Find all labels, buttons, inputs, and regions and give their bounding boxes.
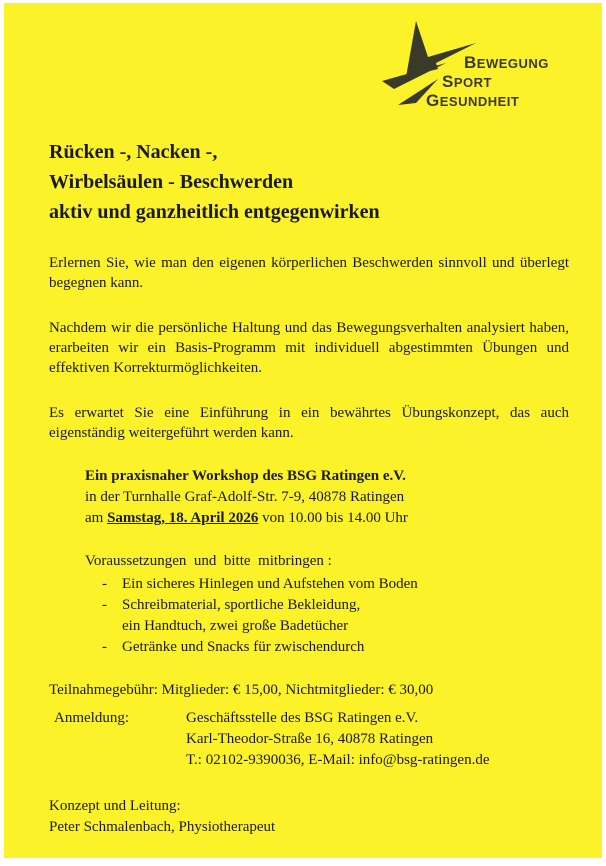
workshop-date: Samstag, 18. April 2026 bbox=[107, 510, 259, 526]
concept-section bbox=[49, 796, 275, 838]
intro-paragraph-2: Nachdem wir die persönliche Haltung und das Bewegungsverhalten analysiert haben, erarbeiten wir ein Basis-Programm mit individuell abgestimmten Übungen und effektiven Korrekturmöglichkeiten. bbox=[49, 320, 569, 376]
requirement-text: Getränke und Snacks für zwischendurch bbox=[122, 639, 365, 655]
requirements-list bbox=[85, 574, 418, 658]
bsg-logo bbox=[376, 19, 576, 119]
workshop-location: in der Turnhalle Graf-Adolf-Str. 7-9, 40878 Ratingen bbox=[85, 489, 405, 505]
registration-label: Anmeldung: bbox=[54, 710, 129, 726]
registration-line-3: T.: 02102-9390036, E-Mail: info@bsg-ratingen.de bbox=[186, 752, 490, 768]
workshop-info bbox=[85, 466, 408, 529]
bullet-dash: - bbox=[102, 639, 107, 655]
logo-text-gesundheit: GESUNDHEIT bbox=[426, 91, 520, 110]
concept-name: Peter Schmalenbach, Physiotherapeut bbox=[49, 819, 276, 835]
title-line-3: aktiv und ganzheitlich entgegenwirken bbox=[49, 201, 380, 223]
page-title bbox=[49, 137, 380, 227]
registration-address bbox=[186, 708, 489, 771]
fee-line: Teilnahmegebühr: Mitglieder: € 15,00, Nichtmitglieder: € 30,00 bbox=[49, 682, 434, 698]
workshop-date-line bbox=[85, 508, 408, 529]
workshop-heading: Ein praxisnaher Workshop des BSG Ratingen e.V. bbox=[85, 468, 406, 484]
logo-text-sport: SPORT bbox=[442, 72, 492, 91]
requirement-text-continued: ein Handtuch, zwei große Badetücher bbox=[122, 618, 349, 634]
list-item bbox=[85, 595, 418, 637]
requirement-text: Schreibmaterial, sportliche Bekleidung, bbox=[122, 597, 361, 613]
intro-paragraph-1: Erlernen Sie, wie man den eigenen körperlichen Beschwerden sinnvoll und überlegt begegnen kann. bbox=[49, 255, 569, 291]
registration-line-1: Geschäftsstelle des BSG Ratingen e.V. bbox=[186, 710, 419, 726]
title-line-2: Wirbelsäulen - Beschwerden bbox=[49, 171, 294, 193]
list-item bbox=[85, 574, 418, 595]
bullet-dash: - bbox=[102, 576, 107, 592]
workshop-date-prefix: am bbox=[85, 510, 104, 526]
requirements-heading: Voraussetzungen und bitte mitbringen : bbox=[85, 553, 332, 569]
requirements bbox=[85, 551, 418, 658]
bullet-dash: - bbox=[102, 597, 107, 613]
logo-text-bewegung: BEWEGUNG bbox=[464, 53, 549, 72]
title-line-1: Rücken -, Nacken -, bbox=[49, 141, 218, 163]
list-item bbox=[85, 637, 418, 658]
requirement-text: Ein sicheres Hinlegen und Aufstehen vom Boden bbox=[122, 576, 418, 592]
workshop-time: von 10.00 bis 14.00 Uhr bbox=[262, 510, 408, 526]
intro-paragraph-3: Es erwartet Sie eine Einführung in ein bewährtes Übungskonzept, das auch eigenständig weitergeführt werden kann. bbox=[49, 405, 569, 441]
registration-line-2: Karl-Theodor-Straße 16, 40878 Ratingen bbox=[186, 731, 434, 747]
flyer-page bbox=[4, 3, 602, 858]
concept-label: Konzept und Leitung: bbox=[49, 798, 181, 814]
